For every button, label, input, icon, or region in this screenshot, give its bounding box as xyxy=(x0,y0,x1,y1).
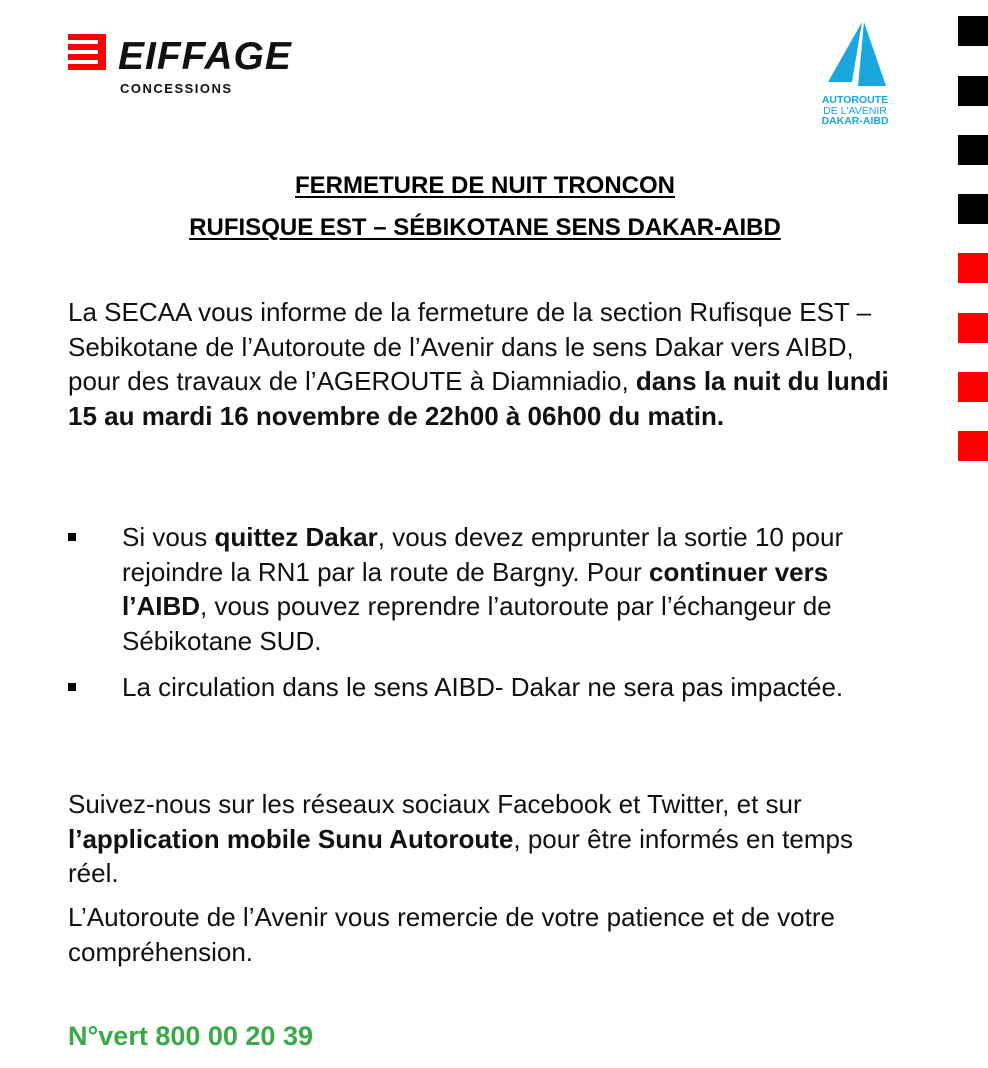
side-square-black-1 xyxy=(958,16,988,46)
hotline-number: N°vert 800 00 20 39 xyxy=(68,1021,313,1051)
intro-text: La SECAA vous informe de la fermeture de la section Rufisque EST – Sebikotane de l’Autoroute de l’Avenir dans le sens Dakar vers AIBD, pour des travaux de l’AGEROUTE à Diamniadio, xyxy=(68,297,872,396)
side-square-red-4 xyxy=(958,431,988,461)
aa-line-3: DAKAR-AIBD xyxy=(821,115,889,127)
bullet-1-text-b: , vous devez emprunter la sortie 10 pour rejoindre la RN1 par la route de Bargny. Pour xyxy=(122,522,844,587)
autoroute-avenir-logo-text xyxy=(812,95,898,127)
side-square-red-1 xyxy=(958,253,988,283)
title-line-2: RUFISQUE EST – SÉBIKOTANE SENS DAKAR-AIBD xyxy=(189,214,781,241)
thanks-paragraph: L’Autoroute de l’Avenir vous remercie de votre patience et de votre compréhension. xyxy=(68,902,835,967)
side-square-red-3 xyxy=(958,372,988,402)
side-square-black-4 xyxy=(958,194,988,224)
side-square-black-2 xyxy=(958,76,988,106)
side-square-black-3 xyxy=(958,135,988,165)
aa-line-2: DE L'AVENIR xyxy=(823,104,887,117)
bullet-1-text-a: Si vous xyxy=(122,522,215,552)
autoroute-avenir-logo-icon xyxy=(822,20,888,94)
eiffage-brand-subtitle: CONCESSIONS xyxy=(120,81,233,96)
bullet-item-2: La circulation dans le sens AIBD- Dakar ne sera pas impactée. xyxy=(122,672,844,702)
bullet-item-1 xyxy=(122,520,912,658)
title-line-1: FERMETURE DE NUIT TRONCON xyxy=(295,172,675,199)
side-square-red-2 xyxy=(958,313,988,343)
follow-bold-app: l’application mobile Sunu Autoroute xyxy=(68,823,514,854)
bullet-1-text-c: , vous pouvez reprendre l’autoroute par l’échangeur de Sébikotane SUD. xyxy=(122,591,832,656)
aa-line-1: AUTOROUTE xyxy=(821,94,889,106)
eiffage-brand-name: EIFFAGE xyxy=(118,35,292,78)
intro-bold-date: dans la nuit du lundi 15 au mardi 16 novembre de 22h00 à 06h00 du matin. xyxy=(68,366,889,431)
intro-paragraph xyxy=(68,295,908,433)
bullet-marker-1 xyxy=(68,533,76,541)
eiffage-logo-icon xyxy=(68,34,108,74)
follow-text-a: Suivez-nous sur les réseaux sociaux Facebook et Twitter, et sur xyxy=(68,789,802,819)
follow-text-b: , pour être informés en temps réel. xyxy=(68,823,853,888)
bullet-1-bold-a: quittez Dakar xyxy=(214,522,378,552)
bullet-1-bold-b: continuer vers l’AIBD xyxy=(122,556,829,621)
follow-paragraph xyxy=(68,787,908,891)
bullet-marker-2 xyxy=(68,683,76,691)
